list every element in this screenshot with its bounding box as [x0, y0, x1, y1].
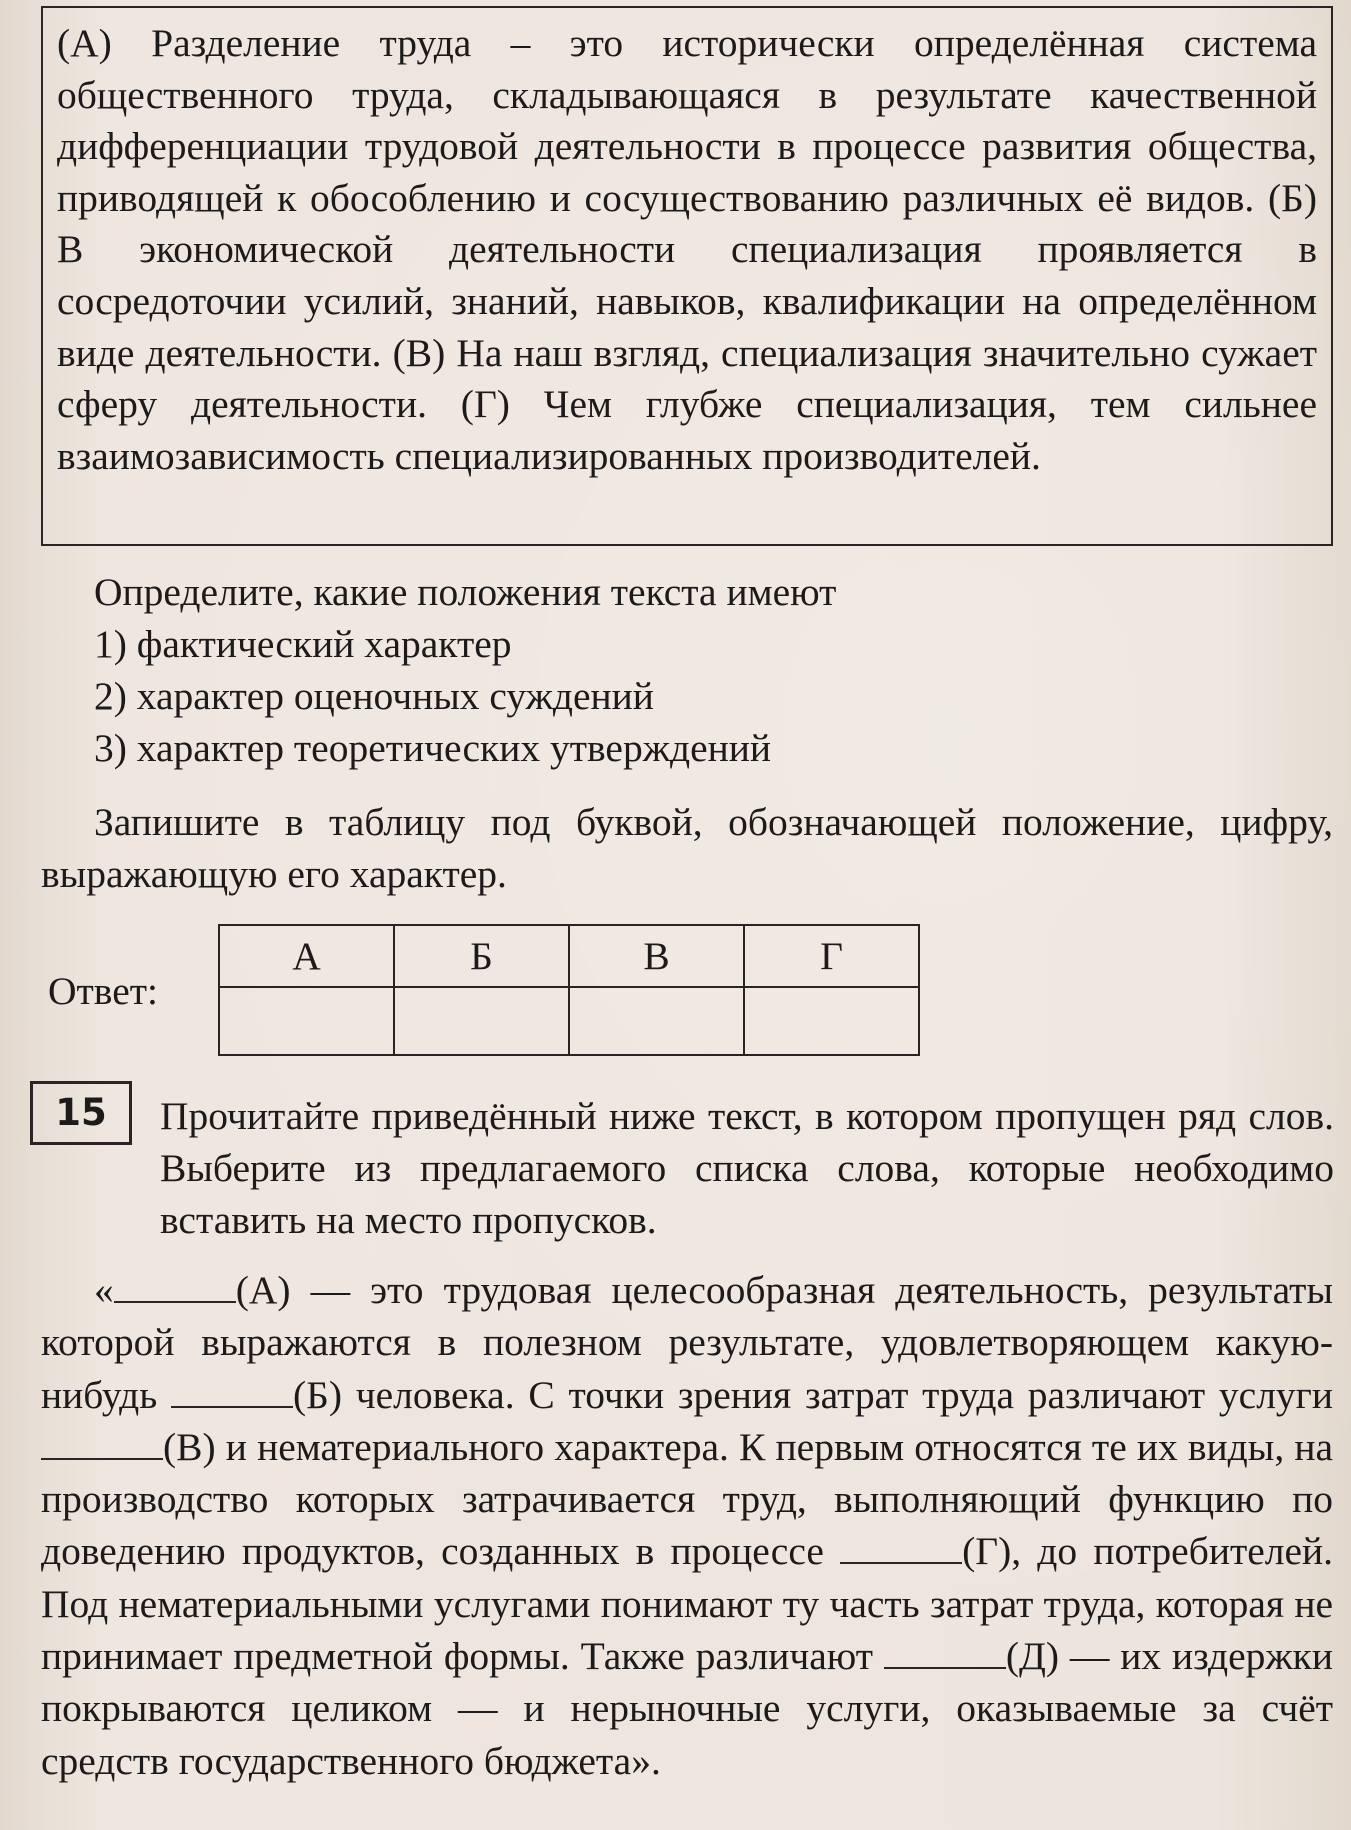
source-text: (А) Разделение труда – это исторически определённая система общественного труда, складывающаяся в результате качественной дифференциации трудовой деятельности в процессе развития общества, приводящей к обособлению и сосуществованию различных её видов. (Б) В экономической деятельности специализация проявляется в сосредоточии усилий, знаний, навыков, квалификации на определённом виде деятельности. (В) На наш взгляд, специализация значительно сужает сферу деятельности. (Г) Чем глубже специализация, тем сильнее взаимозависимость специализированных производителей.: [57, 21, 1317, 478]
passage-quote-open: «: [94, 1268, 114, 1312]
answer-table-row: [219, 987, 919, 1055]
option-factual: 1) фактический характер: [94, 622, 512, 666]
blank-v[interactable]: [41, 1428, 163, 1460]
passage-part-5: (Д) — их издержки покрываются целиком — и нерыночные услуги, оказываемые за счёт средств государственного бюджета».: [41, 1634, 1333, 1783]
answer-cell-v[interactable]: [569, 987, 744, 1055]
answer-table-header: [219, 925, 919, 987]
question-block: [94, 566, 1334, 774]
passage-part-2: (Б) человека. С точки зрения затрат труда различают услуги: [293, 1372, 1333, 1417]
answer-header-v: В: [569, 925, 744, 987]
answer-label: Ответ:: [48, 969, 158, 1013]
instruction-text: Запишите в таблицу под буквой, обозначающей положение, цифру, выражающую его характер.: [41, 800, 1333, 896]
blank-g[interactable]: [840, 1532, 962, 1564]
passage-part-1: (А) — это трудовая целесообразная деятельность, результаты которой выражаются в полезном результате, удовлетворяющем какую-нибудь: [41, 1268, 1333, 1417]
answer-cell-a[interactable]: [219, 987, 394, 1055]
option-theoretical: 3) характер теоретических утверждений: [94, 726, 772, 770]
blank-d[interactable]: [884, 1637, 1006, 1669]
answer-table: [218, 924, 920, 1056]
option-evaluative: 2) характер оценочных суждений: [94, 674, 654, 718]
passage-part-4: (Г), до потребителей. Под нематериальными услугами понимают ту часть затрат труда, которая не принимает предметной формы. Также различают: [41, 1529, 1334, 1679]
answer-cell-g[interactable]: [744, 987, 919, 1055]
answer-header-a: А: [219, 925, 394, 987]
source-text-box: [41, 6, 1333, 546]
question-prompt: Определите, какие положения текста имеют: [94, 570, 837, 614]
answer-header-g: Г: [744, 925, 919, 987]
gap-fill-passage: [41, 1264, 1333, 1787]
task-15-text: Прочитайте приведённый ниже текст, в котором пропущен ряд слов. Выберите из предлагаемого списка слова, которые необходимо вставить на место пропусков.: [160, 1094, 1334, 1242]
task-number-badge: 15: [30, 1081, 132, 1145]
answer-header-b: Б: [394, 925, 569, 987]
blank-a[interactable]: [114, 1271, 236, 1303]
answer-cell-b[interactable]: [394, 987, 569, 1055]
blank-b[interactable]: [171, 1376, 293, 1408]
passage-part-3: (В) и нематериального характера. К первым относятся те их виды, на производство которых затрачивается труд, выполняющий функцию по доведению продуктов, созданных в процессе: [41, 1424, 1333, 1574]
